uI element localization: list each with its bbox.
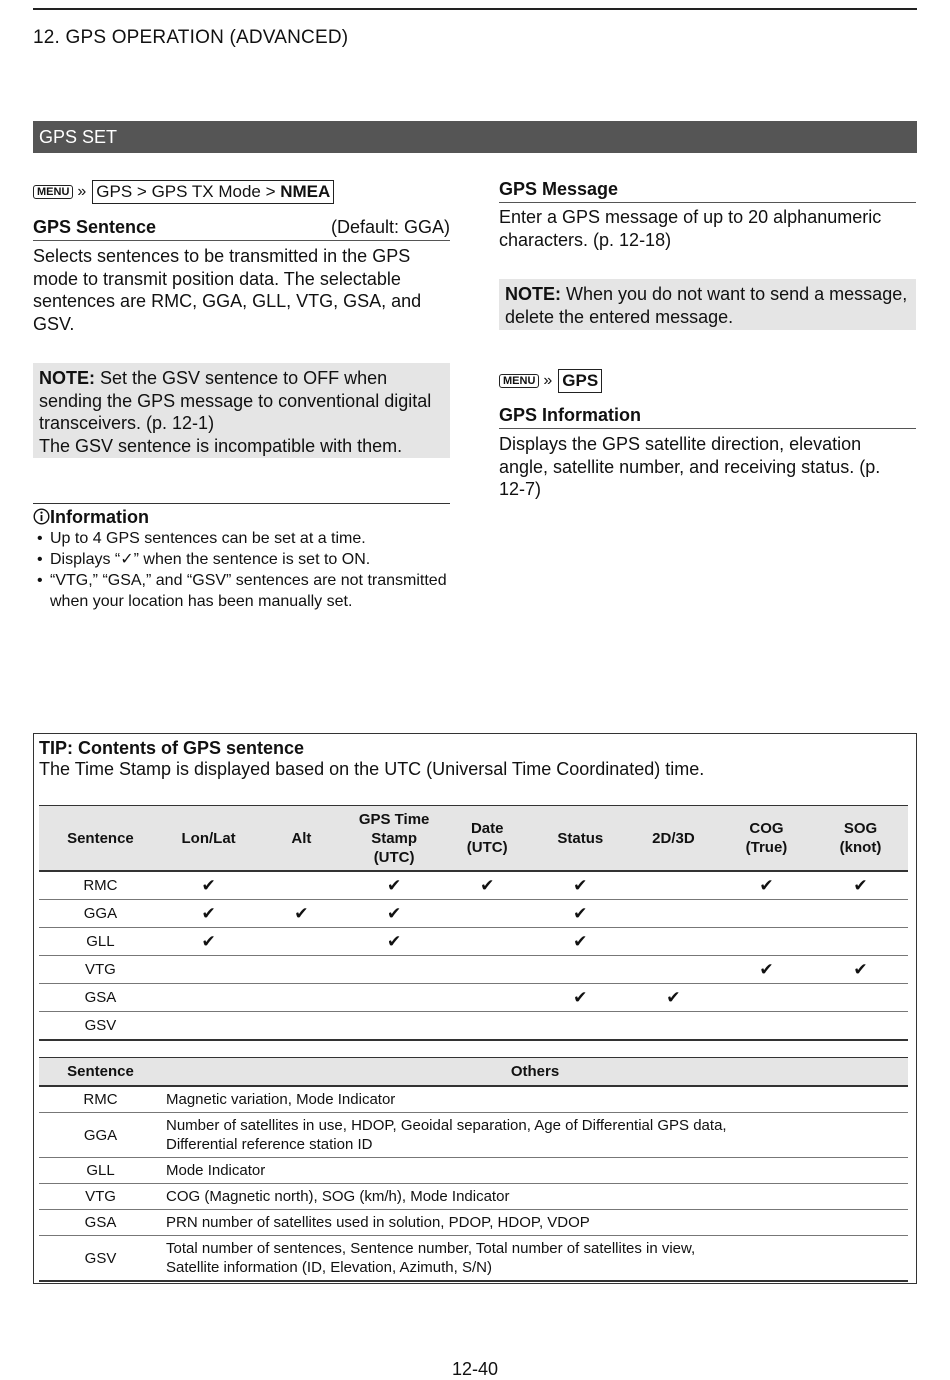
check-cell [162,956,256,984]
left-menu-path [33,180,453,204]
check-cell [255,1012,347,1041]
check-cell [255,871,347,900]
gps-sentence-body: Selects sentences to be transmitted in the GPS mode to transmit position data. The selectable sentences are RMC, GGA, GLL, VTG, GSA, and GSV. [33,246,422,334]
check-cell [534,928,627,956]
check-cell [162,900,256,928]
col-header: Status [534,806,627,872]
check-cell [441,928,534,956]
info-heading [33,507,450,528]
menu-path-box [92,180,334,204]
check-cell [348,1012,441,1041]
check-cell [348,900,441,928]
info-icon [33,508,50,525]
sentence-cell: VTG [39,956,162,984]
gps-message-heading: GPS Message [499,179,916,203]
check-cell [720,871,813,900]
col-header: 2D/3D [627,806,720,872]
check-cell [441,984,534,1012]
check-cell [162,1012,256,1041]
check-cell [720,1012,813,1041]
note-text: When you do not want to send a message, delete the entered message. [505,284,908,327]
table-row [39,1158,908,1184]
check-cell [813,871,908,900]
sentence-contents-table [39,805,908,1041]
check-cell [813,900,908,928]
table-row [39,984,908,1012]
check-cell [720,984,813,1012]
menu-key-icon: MENU [33,185,73,199]
gps-information-heading: GPS Information [499,405,916,429]
check-cell [534,871,627,900]
sentence-cell: GSV [39,1236,162,1282]
check-cell [534,984,627,1012]
check-cell [348,871,441,900]
gps-information-body: Displays the GPS satellite direction, elevation angle, satellite number, and receiving status. (p. 12-7) [499,434,881,499]
table-row [39,1012,908,1041]
menu-path-box: GPS [558,369,602,393]
sentence-cell: GGA [39,1113,162,1158]
tip-text: The Time Stamp is displayed based on the UTC (Universal Time Coordinated) time. [39,759,705,779]
check-cell [720,956,813,984]
sentence-cell: GLL [39,928,162,956]
check-cell [813,928,908,956]
message-note [499,279,916,330]
sentence-cell: GSA [39,1210,162,1236]
check-cell [813,956,908,984]
check-cell [441,956,534,984]
check-cell [162,871,256,900]
check-icon: ✔ [573,903,588,923]
col-header: Sentence [39,806,162,872]
others-cell: Total number of sentences, Sentence number, Total number of satellites in view, Satellite information (ID, Elevation, Azimuth, S/N) [162,1236,908,1282]
right-menu-path [499,369,919,393]
sentence-cell: RMC [39,1086,162,1113]
check-icon: ✔ [573,987,588,1007]
check-cell [162,928,256,956]
tip-title: TIP: Contents of GPS sentence [39,738,305,758]
col-header: Alt [255,806,347,872]
check-icon: ✔ [386,903,402,923]
sentence-cell: VTG [39,1184,162,1210]
check-cell [255,900,347,928]
table-row [39,1210,908,1236]
info-item: • Up to 4 GPS sentences can be set at a time. [33,528,450,549]
check-cell [348,984,441,1012]
info-item: • “VTG,” “GSA,” and “GSV” sentences are not transmitted when your location has been manually set. [33,570,450,612]
page-number: 12-40 [451,1359,499,1379]
gps-message-body: Enter a GPS message of up to 20 alphanumeric characters. (p. 12-18) [499,207,882,250]
note-text: Set the GSV sentence to OFF when sending the GPS message to conventional digital transceivers. (p. 12-1) [39,368,432,433]
check-icon: ✔ [853,875,868,895]
check-icon: ✔ [573,875,588,895]
check-cell [627,928,720,956]
col-header-others: Others [162,1058,908,1087]
check-icon: ✔ [480,875,495,895]
table-row [39,1236,908,1282]
check-icon: ✔ [759,959,774,979]
info-rule [33,503,450,504]
gps-sentence-default: (Default: GGA) [330,217,450,237]
check-cell [627,900,720,928]
check-icon: ✔ [201,875,216,895]
sentence-cell: GSA [39,984,162,1012]
check-cell [627,871,720,900]
info-item: • Displays “✓” when the sentence is set to ON. [33,549,450,570]
sentence-cell: GGA [39,900,162,928]
check-icon: ✔ [294,903,309,923]
col-header: COG (True) [720,806,813,872]
check-cell [627,1012,720,1041]
gps-sentence-title: GPS Sentence [33,217,157,237]
check-icon: ✔ [666,987,681,1007]
check-cell [720,928,813,956]
check-cell [255,984,347,1012]
check-cell [534,956,627,984]
menu-path-prefix: GPS > GPS TX Mode > [96,182,281,201]
chapter-title: 12. GPS OPERATION (ADVANCED) [33,27,349,48]
others-cell: PRN number of satellites used in solution, PDOP, HDOP, VDOP [162,1210,908,1236]
col-header: SOG (knot) [813,806,908,872]
col-header-sentence: Sentence [39,1058,162,1087]
sentence-cell: GLL [39,1158,162,1184]
check-icon: ✔ [573,931,588,951]
col-header: Date (UTC) [441,806,534,872]
table-row [39,928,908,956]
check-icon: ✔ [386,931,402,951]
check-cell [720,900,813,928]
table-row [39,900,908,928]
others-cell: Mode Indicator [162,1158,908,1184]
check-icon: ✔ [201,931,216,951]
menu-path-bold: NMEA [280,182,331,201]
sentence-cell: RMC [39,871,162,900]
check-cell [348,928,441,956]
check-cell [534,900,627,928]
table-row [39,1086,908,1113]
others-cell: Magnetic variation, Mode Indicator [162,1086,908,1113]
gsv-note [33,363,450,458]
check-cell [441,871,534,900]
top-rule [33,8,917,10]
info-block [33,507,450,612]
sentence-others-table [39,1057,908,1282]
table-row [39,1113,908,1158]
check-cell [627,984,720,1012]
menu-separator: » [77,183,87,200]
check-cell [813,1012,908,1041]
check-cell [162,984,256,1012]
table-row [39,1184,908,1210]
check-icon: ✔ [759,875,774,895]
note-label: NOTE: [39,368,95,388]
check-cell [255,956,347,984]
info-title: Information [50,507,149,527]
check-cell [627,956,720,984]
col-header: Lon/Lat [162,806,256,872]
table-row [39,871,908,900]
check-cell [441,1012,534,1041]
check-icon: ✔ [386,875,402,895]
col-header: GPS Time Stamp (UTC) [348,806,441,872]
table-row [39,956,908,984]
check-icon: ✔ [201,903,216,923]
check-cell [813,984,908,1012]
note-label: NOTE: [505,284,561,304]
check-icon: ✔ [853,959,868,979]
check-cell [255,928,347,956]
others-cell: COG (Magnetic north), SOG (km/h), Mode Indicator [162,1184,908,1210]
menu-key-icon: MENU [499,374,539,388]
check-cell [534,1012,627,1041]
check-cell [348,956,441,984]
tip-box [33,733,917,1284]
others-cell: Number of satellites in use, HDOP, Geoidal separation, Age of Differential GPS data, Differential reference station ID [162,1113,908,1158]
check-cell [441,900,534,928]
gps-sentence-heading [33,217,450,241]
note-text-2: The GSV sentence is incompatible with them. [39,435,403,456]
section-banner: GPS SET [33,121,917,153]
sentence-cell: GSV [39,1012,162,1041]
menu-separator: » [543,372,553,389]
info-list [33,528,450,612]
